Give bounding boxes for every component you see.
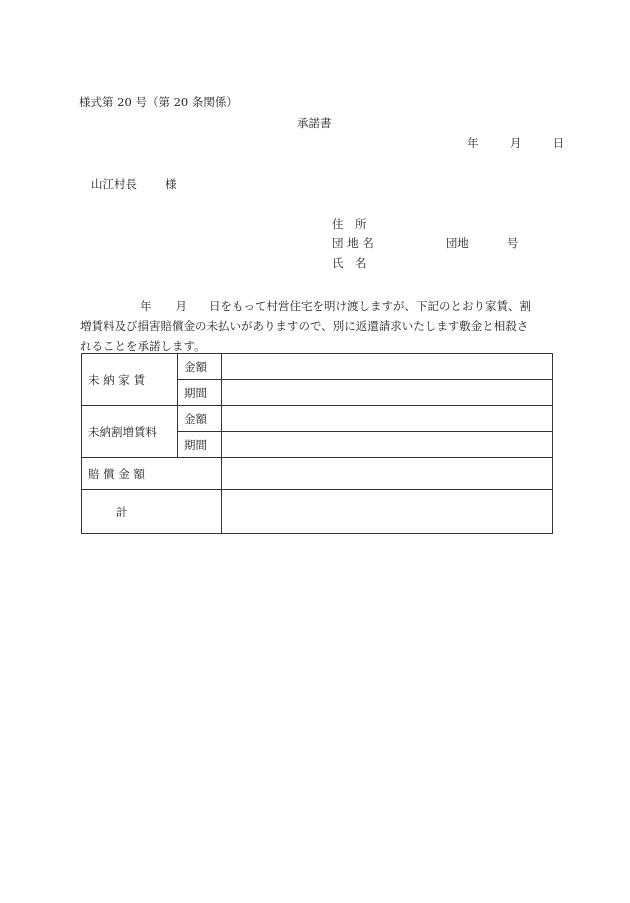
addressee-honorific: 様 (165, 177, 177, 191)
unpaid-rent-amount-cell[interactable] (222, 354, 553, 380)
date-month: 月 (509, 136, 522, 150)
amount-label: 金額 (178, 406, 222, 432)
unpaid-surcharge-period-cell[interactable] (222, 432, 553, 458)
applicant-complex-label: 団 地 名 (332, 236, 374, 250)
applicant-complex-suffix: 団地 (445, 236, 469, 250)
statement-line-2: 増賃料及び損害賠償金の未払いがありますので、別に返還請求いたします敷金と相殺さ (80, 319, 529, 333)
table-row (82, 406, 553, 432)
statement-line-1 (80, 296, 558, 316)
damages-label: 賠 償 金 額 (82, 458, 222, 490)
date-day: 日 (552, 136, 565, 150)
date-year: 年 (467, 136, 479, 150)
form-number: 様式第 20 号（第 20 条関係） (79, 95, 238, 109)
unpaid-surcharge-label: 未納割増賃料 (82, 406, 178, 458)
table-row (82, 458, 553, 490)
period-label: 期間 (178, 380, 222, 406)
unpaid-rent-label: 未 納 家 賃 (82, 354, 178, 406)
unpaid-rent-period-cell[interactable] (222, 380, 553, 406)
applicant-name-label: 氏 名 (332, 256, 367, 270)
table-row (82, 490, 553, 534)
total-label: 計 (82, 490, 222, 534)
addressee-name: 山江村長 (91, 177, 137, 191)
damages-amount-cell[interactable] (222, 458, 553, 490)
consent-statement (80, 296, 558, 356)
table-row (82, 354, 553, 380)
date-line (467, 138, 564, 150)
statement-year: 年 (140, 299, 152, 313)
unpaid-surcharge-amount-cell[interactable] (222, 406, 553, 432)
amount-label: 金額 (178, 354, 222, 380)
arrears-table (81, 353, 553, 534)
total-amount-cell[interactable] (222, 490, 553, 534)
statement-month: 月 (175, 299, 187, 313)
addressee (91, 179, 177, 191)
statement-line-1-rest: 日をもって村営住宅を明け渡しますが、下記のとおり家賃、割 (209, 299, 531, 313)
period-label: 期間 (178, 432, 222, 458)
document-title: 承諾書 (297, 116, 332, 130)
applicant-complex-row (332, 238, 518, 250)
applicant-unit-suffix: 号 (506, 236, 519, 250)
statement-line-3: れることを承諾します。 (80, 339, 206, 353)
applicant-address-label: 住 所 (332, 217, 367, 231)
